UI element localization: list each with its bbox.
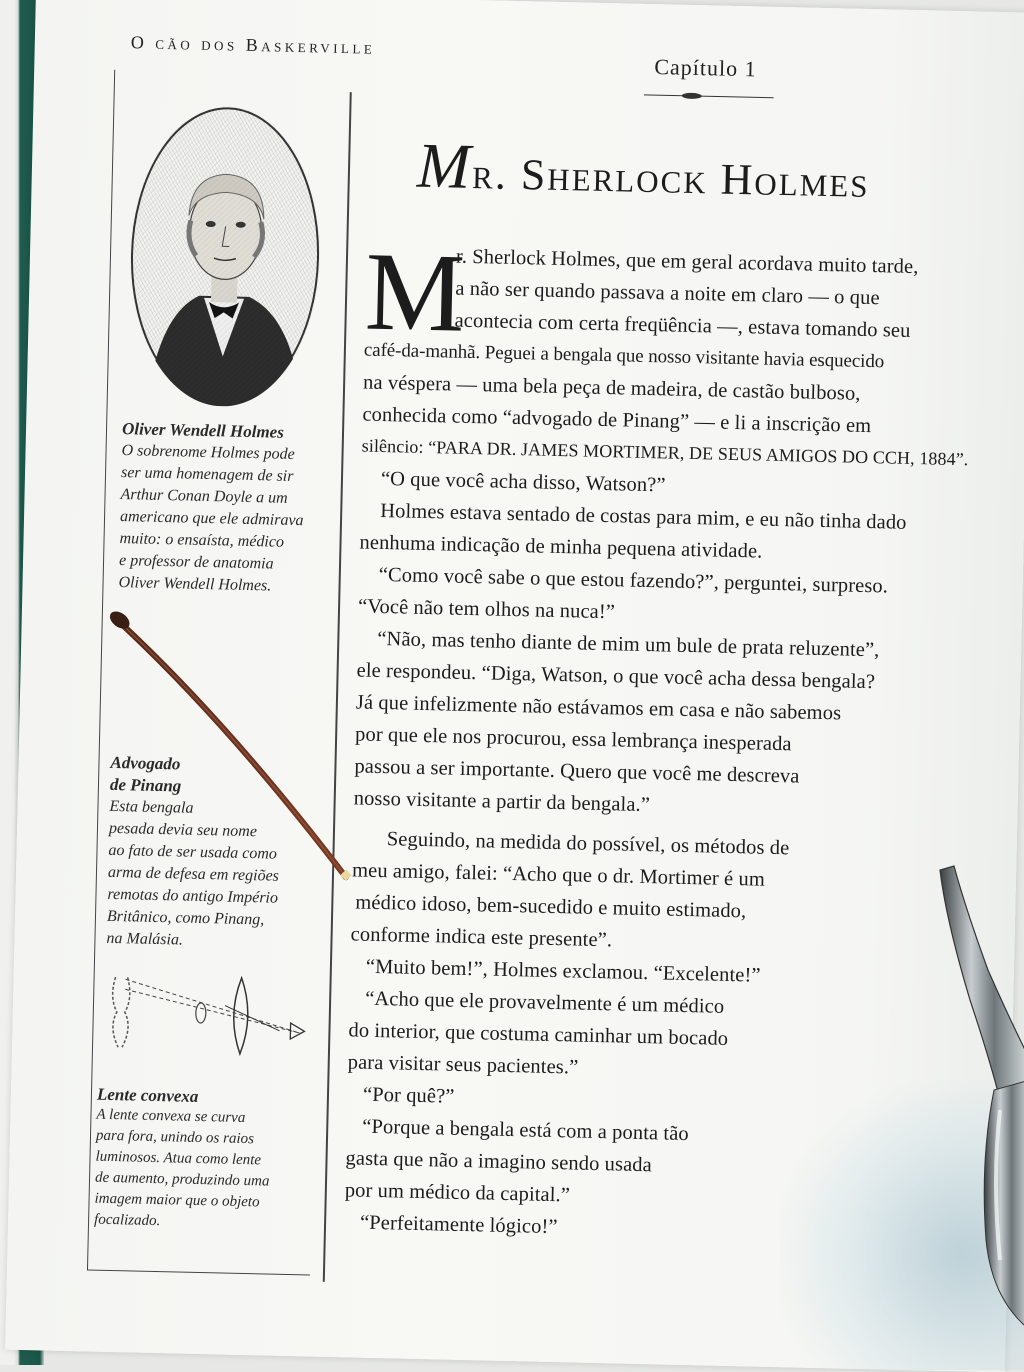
portrait-caption: [118, 418, 332, 599]
body-text-line: café-da-manhã. Peguei a bengala que nosso visitante havia esquecido: [363, 339, 885, 373]
portrait-caption-line: muito: o ensaísta, médico: [119, 530, 285, 551]
portrait-caption-line: Oliver Wendell Holmes.: [118, 574, 272, 595]
body-text-line: Já que infelizmente não estávamos em casa e não sabemos: [355, 691, 842, 725]
portrait-caption-line: O sobrenome Holmes pode: [121, 442, 295, 463]
cane-caption-title: Advogado: [110, 752, 181, 774]
portrait-caption-line: Arthur Conan Doyle a um: [120, 486, 288, 507]
cane-caption-line: ao fato de ser usada como: [108, 841, 278, 863]
body-text-line: “Acho que ele provavelmente é um médico: [364, 987, 725, 1018]
portrait-caption-line: ser uma homenagem de sir: [120, 464, 294, 485]
body-text-line: do interior, que costuma caminhar um bocado: [348, 1019, 729, 1050]
body-text-line: nenhuma indicação de minha pequena atividade.: [359, 531, 763, 563]
cane-caption-line: remotas do antigo Império: [107, 885, 279, 907]
cane-caption: [106, 752, 320, 955]
body-text-line: “Perfeitamente lógico!”: [359, 1211, 558, 1239]
lens-caption-line: luminosos. Atua como lente: [95, 1148, 262, 1169]
body-text-line: por que ele nos procurou, essa lembrança inesperada: [354, 723, 792, 756]
cane-caption-line: pesada devia seu nome: [108, 819, 258, 841]
body-text-line: gasta que não a imagino sendo usada: [345, 1147, 653, 1177]
chapter-ornament: [644, 88, 774, 105]
lens-caption-line: imagem maior que o objeto: [94, 1190, 260, 1211]
body-text-line: a não ser quando passava a noite em claro — o que: [455, 277, 880, 310]
body-text-line: ele respondeu. “Diga, Watson, o que você acha dessa bengala?: [356, 659, 876, 694]
body-text-line: “Muito bem!”, Holmes exclamou. “Excelente!”: [365, 955, 761, 987]
body-text-line: por um médico da capital.”: [344, 1179, 571, 1207]
body-text-line: “Por quê?”: [362, 1083, 455, 1108]
lens-caption-title: Lente convexa: [96, 1084, 199, 1106]
lens-caption-line: de aumento, produzindo uma: [94, 1169, 270, 1190]
portrait-caption-line: americano que ele admirava: [119, 508, 304, 530]
body-text-line: conhecida como “advogado de Pinang” — e li a inscrição em: [362, 403, 872, 438]
cane-caption-line: Britânico, como Pinang,: [106, 907, 265, 929]
lens-caption: [94, 1084, 317, 1236]
chapter-title: [416, 129, 870, 213]
body-text-line: conforme indica este presente”.: [350, 923, 613, 952]
body-text-line: r. Sherlock Holmes, que em geral acordava muito tarde,: [455, 245, 919, 279]
body-text-line: silêncio: “PARA DR. JAMES MORTIMER, DE SEUS AMIGOS DO CCH, 1884”.: [361, 435, 969, 470]
body-text-line: na véspera — uma bela peça de madeira, de castão bulboso,: [362, 371, 861, 405]
cane-caption-line: na Malásia.: [106, 929, 184, 949]
body-text-line: para visitar seus pacientes.”: [347, 1051, 579, 1079]
chapter-label: Capítulo 1: [654, 54, 757, 82]
body-text-line: acontecia com certa freqüência —, estava tomando seu: [454, 309, 911, 342]
body-text-line: “Porque a bengala está com a ponta tão: [362, 1115, 690, 1146]
portrait-caption-line: e professor de anatomia: [118, 552, 274, 573]
body-text-line: meu amigo, falei: “Acho que o dr. Mortimer é um: [351, 859, 766, 891]
lens-caption-line: para fora, unindo os raios: [95, 1127, 255, 1148]
body-text-line: passou a ser importante. Quero que você me descreva: [354, 755, 800, 788]
body-text-line: nosso visitante a partir da bengala.”: [353, 787, 651, 817]
body-text-line: “Você não tem olhos na nuca!”: [357, 595, 616, 624]
lens-caption-line: focalizado.: [93, 1211, 161, 1230]
portrait-caption-title: Oliver Wendell Holmes: [121, 419, 285, 442]
cane-caption-line: Esta bengala: [109, 797, 194, 817]
lens-caption-line: A lente convexa se curva: [96, 1106, 246, 1127]
body-text-line: Holmes estava sentado de costas para mim, e eu não tinha dado: [380, 499, 907, 534]
drop-cap: M: [363, 229, 467, 356]
running-head: O cão dos Baskerville: [130, 32, 376, 58]
body-text-line: “Como você sabe o que estou fazendo?”, perguntei, surpreso.: [378, 563, 889, 598]
chapter-title-rest: r. Sherlock Holmes: [471, 148, 871, 207]
body-text-line: “Não, mas tenho diante de mim um bule de prata reluzente”,: [377, 627, 880, 662]
cane-caption-title: de Pinang: [109, 774, 182, 796]
cane-caption-line: arma de defesa em regiões: [107, 863, 280, 885]
body-text-line: Seguindo, na medida do possível, os métodos de: [386, 828, 790, 860]
chapter-title-initial: M: [416, 129, 474, 202]
silver-teapot-illustration: [900, 860, 1024, 1340]
body-text-line: “O que você acha disso, Watson?”: [380, 467, 666, 497]
body-text-line: médico idoso, bem-sucedido e muito estimado,: [355, 891, 747, 923]
convex-lens-diagram: [104, 967, 311, 1062]
